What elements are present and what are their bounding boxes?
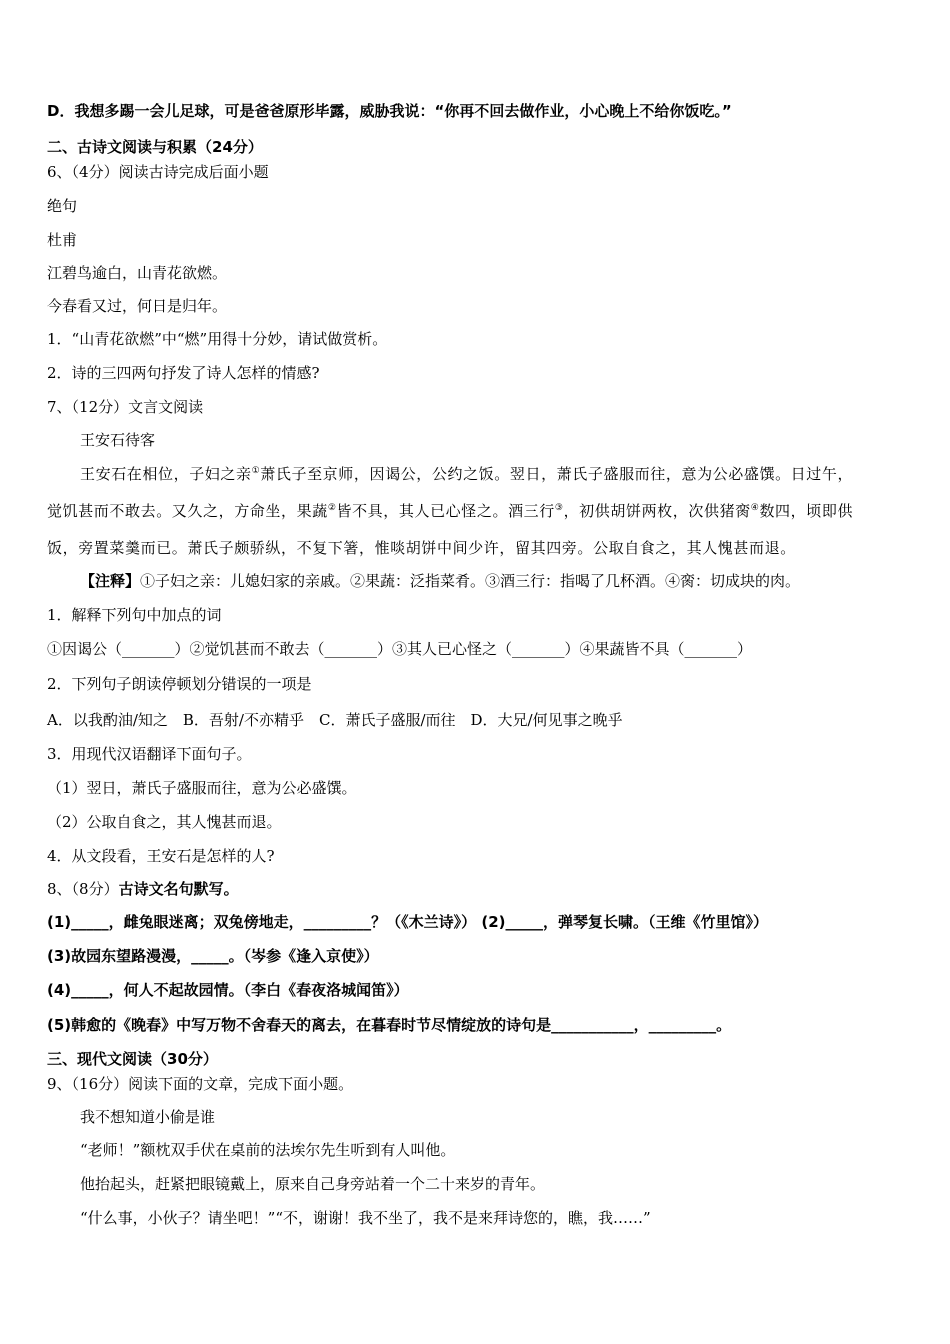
q7-sub-question-4: 4．从文段看，王安石是怎样的人? — [47, 847, 275, 865]
q9-paragraph-2: 他抬起头，赶紧把眼镜戴上，原来自己身旁站着一个二十来岁的青年。 — [80, 1175, 546, 1193]
q8-line-4: (5)韩愈的《晚春》中写万物不舍春天的离去，在暮春时节尽情绽放的诗句是___________，_________。 — [47, 1016, 732, 1034]
notes-label: 【注释】 — [80, 572, 141, 590]
q7-sub-question-3: 3．用现代汉语翻译下面句子。 — [47, 745, 252, 763]
footnote-marker-4: ④ — [750, 503, 760, 513]
section3-heading: 三、现代文阅读（30分） — [47, 1050, 218, 1068]
q7-header: 7、（12分）文言文阅读 — [47, 398, 204, 416]
q9-paragraph-1: “老师！”额枕双手伏在桌前的法埃尔先生听到有人叫他。 — [80, 1141, 456, 1159]
q7-sub-question-3-item-2: （2）公取自食之，其人愧甚而退。 — [47, 813, 282, 831]
footnote-marker-3: ③ — [554, 503, 564, 513]
q7-passage-title: 王安石待客 — [80, 431, 156, 449]
q8-line-1: (1)_____，雌兔眼迷离；双兔傍地走，_________？（《木兰诗》） (2)_____，弹琴复长啸。（王维《竹里馆》） — [47, 913, 769, 931]
q9-passage-title: 我不想知道小偷是谁 — [80, 1108, 216, 1126]
q6-poem-title: 绝句 — [47, 197, 78, 215]
q7-sub-question-1-items: ①因谒公（_______）②觉饥甚而不敢去（_______）③其人已心怪之（_______）④果蔬皆不具（_______） — [47, 640, 753, 658]
q7-sub-question-1: 1．解释下列句中加点的词 — [47, 606, 222, 624]
q6-sub-question-2: 2．诗的三四两句抒发了诗人怎样的情感? — [47, 364, 320, 382]
q7-passage-line-2: 觉饥甚而不敢去。又久之，方命坐，果蔬②皆不具，其人已心怪之。酒三行③，初供胡饼两枚，次供猪脔④数四，顷即供 — [47, 502, 854, 520]
q7-passage-line-1: 王安石在相位，子妇之亲①萧氏子至京师，因谒公，公约之饭。翌日，萧氏子盛服而往，意为公必盛馔。日过午， — [80, 465, 854, 483]
q7-notes — [80, 571, 800, 591]
q6-poem-line-1: 江碧鸟逾白，山青花欲燃。 — [47, 264, 228, 282]
q6-poem-line-2: 今春看又过，何日是归年。 — [47, 297, 228, 315]
q9-paragraph-3: “什么事，小伙子？请坐吧！”“不，谢谢！我不坐了，我不是来拜诗您的，瞧，我……” — [80, 1209, 651, 1227]
q6-sub-question-1: 1．“山青花欲燃”中“燃”用得十分妙，请试做赏析。 — [47, 330, 388, 348]
q8-line-3: (4)_____，何人不起故园情。（李白《春夜洛城闻笛》） — [47, 981, 409, 999]
section2-heading: 二、古诗文阅读与积累（24分） — [47, 138, 263, 156]
q8-header: 8、（8分）古诗文名句默写。 — [47, 880, 239, 898]
q6-poem-author: 杜甫 — [47, 231, 78, 249]
q6-header: 6、（4分）阅读古诗完成后面小题 — [47, 163, 269, 181]
q7-sub-question-2-options: A．以我酌油/知之 B．吾射/不亦精乎 C．萧氏子盛服/而往 D．大兄/何见事之晚乎 — [47, 711, 623, 729]
q5-option-d: D．我想多踢一会儿足球，可是爸爸原形毕露，威胁我说：“你再不回去做作业，小心晚上不给你饭吃。” — [47, 102, 732, 120]
footnote-marker-1: ① — [251, 466, 261, 476]
q7-sub-question-2: 2．下列句子朗读停顿划分错误的一项是 — [47, 675, 312, 693]
q9-header: 9、（16分）阅读下面的文章，完成下面小题。 — [47, 1075, 354, 1093]
notes-text: ①子妇之亲：儿媳妇家的亲戚。②果蔬：泛指菜肴。③酒三行：指喝了几杯酒。④脔：切成块的肉。 — [140, 572, 801, 590]
q7-sub-question-3-item-1: （1）翌日，萧氏子盛服而往，意为公必盛馔。 — [47, 779, 357, 797]
q8-line-2: (3)故园东望路漫漫，_____。（岑参《逢入京使》） — [47, 947, 379, 965]
footnote-marker-2: ② — [327, 503, 337, 513]
q7-passage-line-3: 饭，旁置菜羹而已。萧氏子颇骄纵，不复下箸，惟啖胡饼中间少许，留其四旁。公取自食之，其人愧甚而退。 — [47, 539, 796, 557]
